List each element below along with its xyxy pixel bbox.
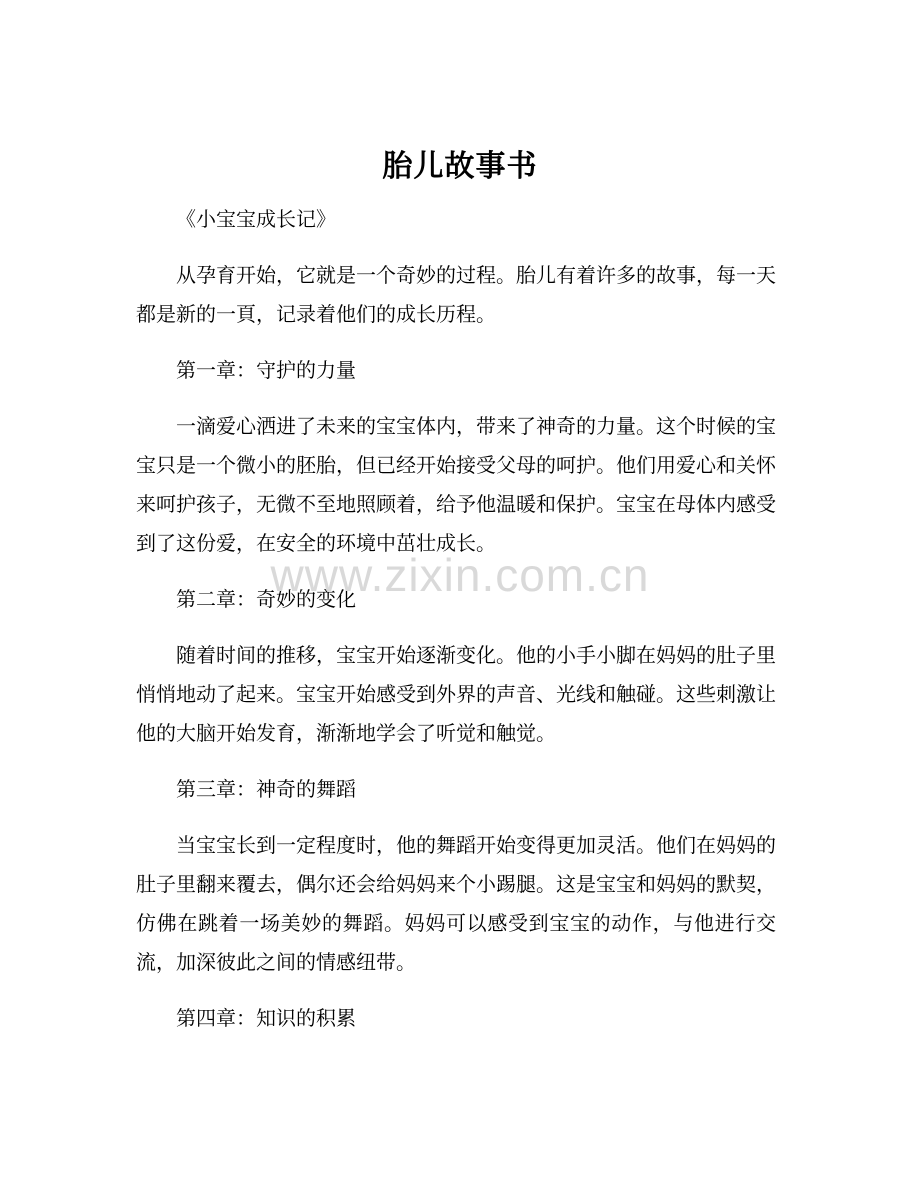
chapter-1-paragraph: 一滴爱心洒进了未来的宝宝体内，带来了神奇的力量。这个时候的宝宝只是一个微小的胚胎，但已经开始接受父母的呵护。他们用爱心和关怀来呵护孩子，无微不至地照顾着，给予他温暖和保护。宝宝在母体内感受到了这份爱，在安全的环境中茁壮成长。 — [136, 414, 776, 555]
document-body — [136, 200, 776, 1055]
chapter-3-paragraph: 当宝宝长到一定程度时，他的舞蹈开始变得更加灵活。他们在妈妈的肚子里翻来覆去，偶尔还会给妈妈来个小踢腿。这是宝宝和妈妈的默契，仿佛在跳着一场美妙的舞蹈。妈妈可以感受到宝宝的动作，与他进行交流，加深彼此之间的情感纽带。 — [136, 833, 776, 974]
book-subtitle: 《小宝宝成长记》 — [176, 207, 336, 231]
page-title: 胎儿故事书 — [382, 149, 538, 184]
chapter-2-paragraph: 随着时间的推移，宝宝开始逐渐变化。他的小手小脚在妈妈的肚子里悄悄地动了起来。宝宝开始感受到外界的声音、光线和触碰。这些刺激让他的大脑开始发育，渐渐地学会了听觉和触觉。 — [136, 643, 776, 745]
chapter-1-heading: 第一章：守护的力量 — [176, 358, 356, 382]
chapter-3-heading: 第三章：神奇的舞蹈 — [176, 777, 356, 801]
watermark: www.zixin.com.cn — [270, 549, 650, 601]
chapter-2-heading: 第二章：奇妙的变化 — [176, 587, 356, 611]
intro-paragraph: 从孕育开始，它就是一个奇妙的过程。胎儿有着许多的故事，每一天都是新的一頁，记录着他们的成长历程。 — [136, 263, 776, 326]
chapter-4-heading: 第四章：知识的积累 — [176, 1006, 356, 1030]
